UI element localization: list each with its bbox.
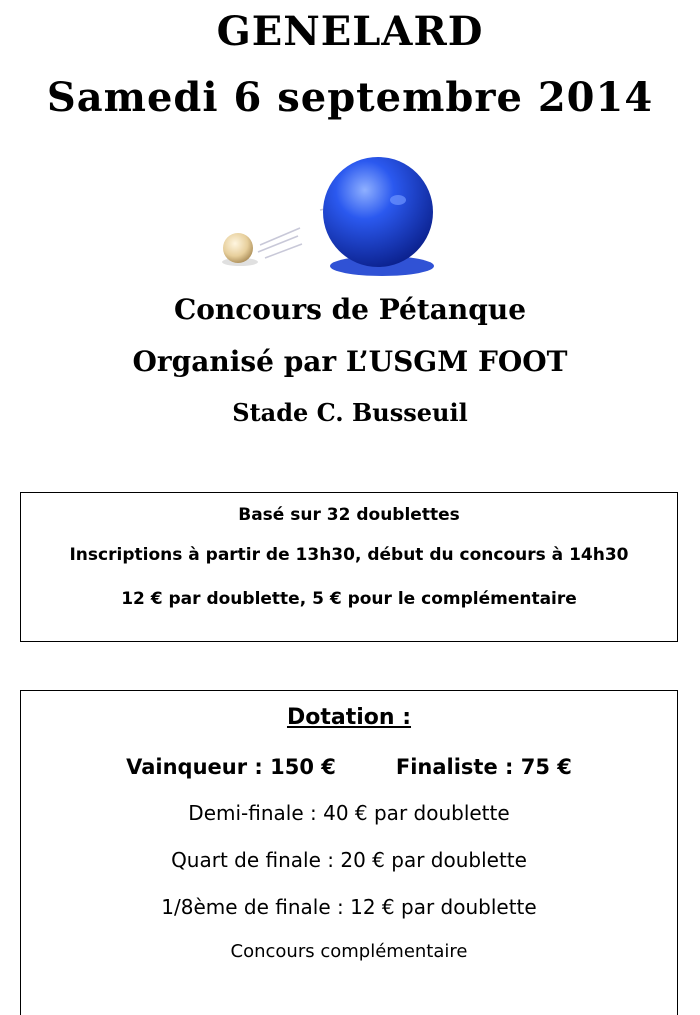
eighth-final-prize: 1/8ème de finale : 12 € par doublette [161, 895, 537, 919]
top-prizes-row [21, 755, 677, 779]
cochonnet-icon [222, 233, 258, 266]
info-box [20, 492, 678, 642]
dotation-box [20, 690, 678, 1015]
motion-lines [258, 208, 330, 258]
quarter-final-prize: Quart de finale : 20 € par doublette [171, 848, 527, 872]
event-title: GENELARD [216, 8, 484, 55]
petanque-boule-icon [323, 157, 433, 267]
petanque-illustration [210, 150, 470, 280]
competition-name: Concours de Pétanque [173, 293, 527, 326]
schedule-line: Inscriptions à partir de 13h30, début du concours à 14h30 [69, 545, 629, 565]
format-line: Basé sur 32 doublettes [238, 505, 460, 525]
event-date: Samedi 6 septembre 2014 [46, 74, 654, 121]
complementary-competition: Concours complémentaire [230, 941, 468, 962]
fees-line: 12 € par doublette, 5 € pour le complémentaire [121, 589, 577, 609]
winner-prize: Vainqueur : 150 € [126, 755, 336, 779]
semi-final-prize: Demi-finale : 40 € par doublette [188, 801, 510, 825]
finalist-prize: Finaliste : 75 € [395, 755, 572, 779]
organizer: Organisé par L’USGM FOOT [132, 345, 568, 378]
venue: Stade C. Busseuil [232, 398, 468, 427]
dotation-title: Dotation : [286, 705, 412, 730]
